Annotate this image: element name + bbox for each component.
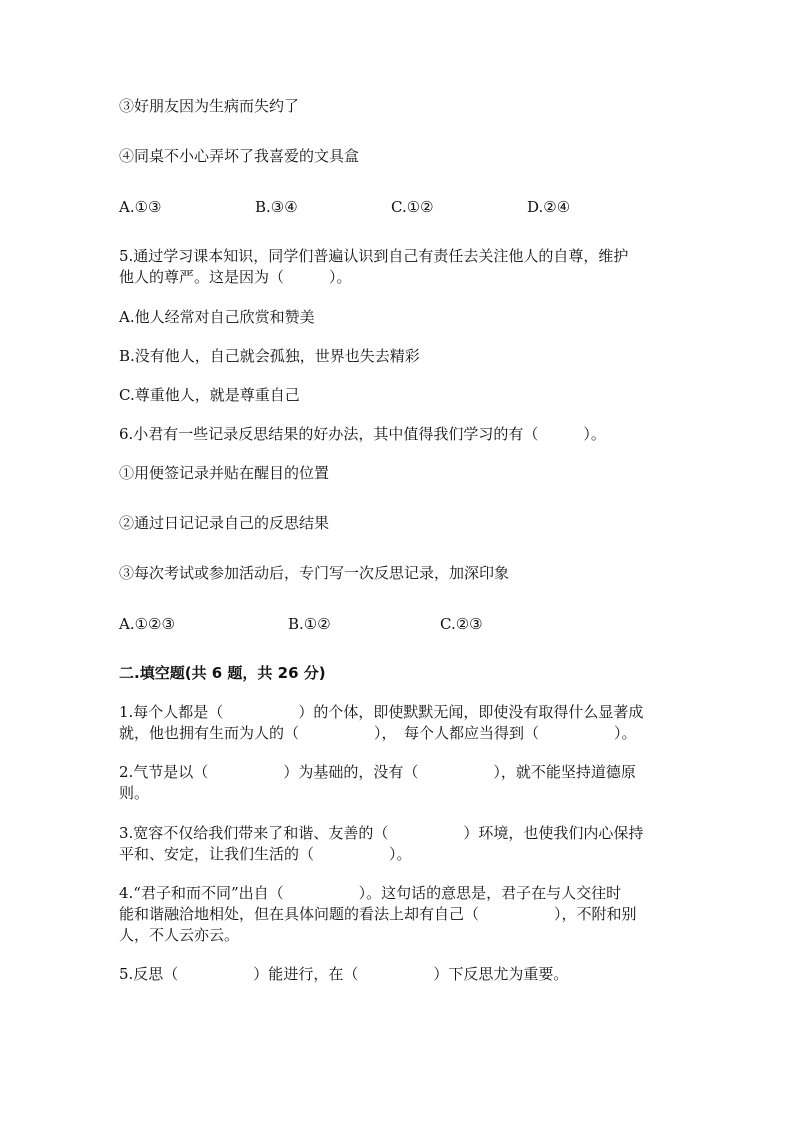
q4-option-d: D.②④ [527, 198, 571, 216]
q6-item-1: ①用便签记录并贴在醒目的位置 [119, 464, 330, 482]
fill-q3-line2: 平和、安定，让我们生活的（ ）。 [119, 845, 412, 863]
q6-item-2: ②通过日记记录自己的反思结果 [119, 514, 330, 532]
q5-stem-line1: 5.通过学习课本知识，同学们普遍认识到自己有责任去关注他人的自尊，维护 [119, 247, 629, 265]
q4-option-c: C.①② [391, 198, 434, 216]
q6-stem: 6.小君有一些记录反思结果的好办法，其中值得我们学习的有（ ）。 [119, 425, 606, 443]
q4-option-b: B.③④ [255, 198, 298, 216]
q5-stem-line2: 他人的尊严。这是因为（ ）。 [119, 268, 352, 286]
q6-option-b: B.①② [288, 615, 331, 633]
section-heading: 二.填空题(共 6 题，共 26 分) [119, 664, 326, 682]
q4-item-4: ④同桌不小心弄坏了我喜爱的文具盒 [119, 147, 360, 165]
q6-item-3: ③每次考试或参加活动后，专门写一次反思记录，加深印象 [119, 564, 510, 582]
fill-q5-line1: 5.反思（ ）能进行，在（ ）下反思尤为重要。 [119, 965, 569, 983]
fill-q1-line1: 1.每个人都是（ ）的个体，即使默默无闻，即使没有取得什么显著成 [119, 703, 644, 721]
fill-q1-line2: 就，他也拥有生而为人的（ ）， 每个人都应当得到（ ）。 [119, 724, 637, 742]
q5-option-a: A.他人经常对自己欣赏和赞美 [119, 308, 315, 326]
fill-q2-line2: 则。 [119, 784, 150, 802]
q4-item-3: ③好朋友因为生病而失约了 [119, 97, 300, 115]
q6-option-c: C.②③ [440, 615, 483, 633]
fill-q4-line2: 能和谐融洽地相处，但在具体问题的看法上却有自己（ ），不附和别 [119, 905, 637, 923]
fill-q4-line1: 4.“君子和而不同”出自（ ）。这句话的意思是，君子在与人交往时 [119, 884, 622, 902]
q6-option-a: A.①②③ [119, 615, 175, 633]
fill-q3-line1: 3.宽容不仅给我们带来了和谐、友善的（ ）环境，也使我们内心保持 [119, 824, 644, 842]
fill-q2-line1: 2.气节是以（ ）为基础的，没有（ ），就不能坚持道德原 [119, 763, 636, 781]
q5-option-b: B.没有他人，自己就会孤独，世界也失去精彩 [119, 347, 420, 365]
fill-q4-line3: 人，不人云亦云。 [119, 926, 240, 944]
q4-option-a: A.①③ [119, 198, 162, 216]
q5-option-c: C.尊重他人，就是尊重自己 [119, 386, 300, 404]
